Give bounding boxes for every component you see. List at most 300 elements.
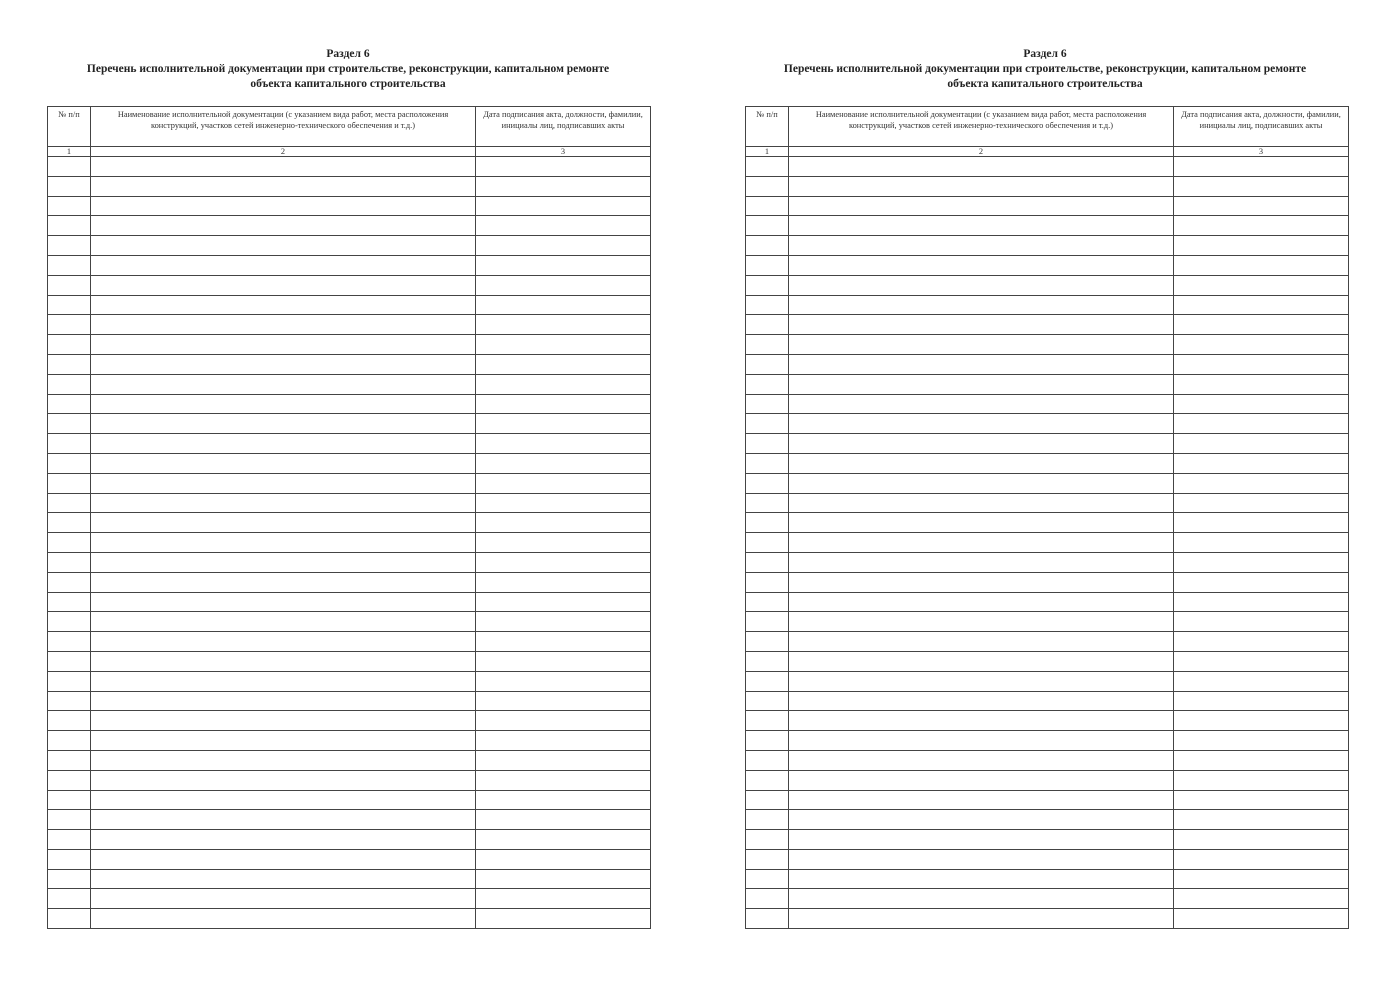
table-cell <box>789 612 1174 632</box>
table-body <box>746 157 1349 929</box>
table-cell <box>476 691 651 711</box>
table-cell <box>789 533 1174 553</box>
table-cell <box>1174 315 1349 335</box>
table-cell <box>91 572 476 592</box>
table-cell <box>48 592 91 612</box>
table-cell <box>476 830 651 850</box>
table-row <box>48 493 651 513</box>
table-cell <box>91 869 476 889</box>
table-row <box>48 810 651 830</box>
table-cell <box>91 394 476 414</box>
heading-line-1: Перечень исполнительной документации при строительстве, реконструкции, капитальном ремонте <box>86 63 610 75</box>
table-cell <box>91 711 476 731</box>
table-row <box>48 453 651 473</box>
table-row <box>746 493 1349 513</box>
section-title: Раздел 6 <box>326 48 370 60</box>
table-row <box>48 711 651 731</box>
table-cell <box>789 493 1174 513</box>
column-number: 1 <box>48 147 91 157</box>
table-cell <box>476 592 651 612</box>
table-cell <box>476 414 651 434</box>
table-cell <box>1174 830 1349 850</box>
column-header-signature-date: Дата подписания акта, должности, фамилии, инициалы лиц, подписавших акты <box>476 107 651 147</box>
table-cell <box>91 493 476 513</box>
column-header-document-name: Наименование исполнительной документации (с указанием вида работ, места расположения конструкций, участков сетей инженерно-технического обеспечения и т.д.) <box>91 107 476 147</box>
table-cell <box>91 849 476 869</box>
table-row <box>48 889 651 909</box>
heading-line-2: объекта капитального строительства <box>947 78 1143 90</box>
table-cell <box>746 711 789 731</box>
table-row <box>746 750 1349 770</box>
table-cell <box>746 731 789 751</box>
table-row <box>746 790 1349 810</box>
column-header-signature-date: Дата подписания акта, должности, фамилии, инициалы лиц, подписавших акты <box>1174 107 1349 147</box>
table-cell <box>746 196 789 216</box>
table-row <box>746 275 1349 295</box>
table-cell <box>746 354 789 374</box>
table-cell <box>91 612 476 632</box>
table-cell <box>91 889 476 909</box>
table-cell <box>789 176 1174 196</box>
table-cell <box>789 691 1174 711</box>
table-cell <box>746 691 789 711</box>
table-row <box>746 216 1349 236</box>
table-row <box>48 572 651 592</box>
table-cell <box>1174 533 1349 553</box>
table-cell <box>1174 731 1349 751</box>
table-cell <box>1174 513 1349 533</box>
table-row <box>48 909 651 929</box>
table-body <box>48 157 651 929</box>
table-cell <box>48 473 91 493</box>
table-row <box>746 770 1349 790</box>
table-row <box>746 632 1349 652</box>
table-cell <box>91 651 476 671</box>
table-cell <box>789 414 1174 434</box>
table-cell <box>746 216 789 236</box>
table-cell <box>789 790 1174 810</box>
right-page <box>700 0 1400 991</box>
table-cell <box>789 671 1174 691</box>
table-row <box>746 354 1349 374</box>
table-cell <box>91 770 476 790</box>
table-cell <box>789 869 1174 889</box>
table-cell <box>476 612 651 632</box>
table-cell <box>746 473 789 493</box>
table-cell <box>91 473 476 493</box>
table-cell <box>789 750 1174 770</box>
table-cell <box>746 453 789 473</box>
table-cell <box>48 572 91 592</box>
table-cell <box>476 176 651 196</box>
table-cell <box>476 651 651 671</box>
table-row <box>746 671 1349 691</box>
table-cell <box>1174 552 1349 572</box>
table-cell <box>789 216 1174 236</box>
table-cell <box>48 216 91 236</box>
table-cell <box>1174 295 1349 315</box>
table-cell <box>789 632 1174 652</box>
table-cell <box>48 315 91 335</box>
table-cell <box>48 453 91 473</box>
table-cell <box>1174 335 1349 355</box>
column-number: 3 <box>476 147 651 157</box>
table-cell <box>48 335 91 355</box>
table-cell <box>746 157 789 177</box>
table-cell <box>746 830 789 850</box>
table-cell <box>48 354 91 374</box>
table-cell <box>48 770 91 790</box>
table-cell <box>746 295 789 315</box>
table-cell <box>48 750 91 770</box>
table-cell <box>789 354 1174 374</box>
column-header-document-name: Наименование исполнительной документации (с указанием вида работ, места расположения конструкций, участков сетей инженерно-технического обеспечения и т.д.) <box>789 107 1174 147</box>
table-cell <box>48 632 91 652</box>
header-row <box>48 107 651 147</box>
column-number-row <box>746 147 1349 157</box>
table-cell <box>476 216 651 236</box>
table-row <box>48 414 651 434</box>
table-cell <box>1174 651 1349 671</box>
table-cell <box>476 493 651 513</box>
table-row <box>746 533 1349 553</box>
table-cell <box>91 671 476 691</box>
table-cell <box>746 335 789 355</box>
table-cell <box>1174 473 1349 493</box>
table-cell <box>1174 176 1349 196</box>
table-cell <box>1174 750 1349 770</box>
table-cell <box>476 731 651 751</box>
table-row <box>48 157 651 177</box>
table-row <box>746 394 1349 414</box>
table-cell <box>91 315 476 335</box>
table-cell <box>789 196 1174 216</box>
table-cell <box>789 651 1174 671</box>
table-cell <box>746 889 789 909</box>
table-cell <box>476 770 651 790</box>
table-cell <box>48 533 91 553</box>
table-row <box>48 513 651 533</box>
table-row <box>48 394 651 414</box>
table-cell <box>91 196 476 216</box>
table-cell <box>789 731 1174 751</box>
table-cell <box>91 255 476 275</box>
column-number: 2 <box>789 147 1174 157</box>
table-cell <box>91 236 476 256</box>
table-row <box>746 889 1349 909</box>
table-cell <box>48 612 91 632</box>
table-cell <box>1174 236 1349 256</box>
table-cell <box>746 869 789 889</box>
table-cell <box>789 849 1174 869</box>
table-cell <box>789 592 1174 612</box>
table-row <box>746 176 1349 196</box>
table-cell <box>91 354 476 374</box>
table-cell <box>91 750 476 770</box>
table-cell <box>789 275 1174 295</box>
table-row <box>746 196 1349 216</box>
table-cell <box>476 335 651 355</box>
table-cell <box>48 671 91 691</box>
table-cell <box>48 493 91 513</box>
table-cell <box>1174 711 1349 731</box>
table-cell <box>48 889 91 909</box>
table-cell <box>476 157 651 177</box>
table-cell <box>1174 790 1349 810</box>
table-cell <box>746 374 789 394</box>
table-cell <box>91 176 476 196</box>
table-cell <box>476 533 651 553</box>
table-cell <box>91 552 476 572</box>
table-cell <box>1174 157 1349 177</box>
table-cell <box>1174 394 1349 414</box>
table-cell <box>1174 592 1349 612</box>
table-cell <box>789 711 1174 731</box>
section-title: Раздел 6 <box>1023 48 1067 60</box>
table-cell <box>746 909 789 929</box>
table-row <box>746 711 1349 731</box>
table-cell <box>91 533 476 553</box>
table-cell <box>746 671 789 691</box>
table-cell <box>91 434 476 454</box>
documentation-table <box>745 106 1349 929</box>
table-cell <box>746 434 789 454</box>
table-cell <box>1174 770 1349 790</box>
table-row <box>48 790 651 810</box>
table-cell <box>1174 810 1349 830</box>
table-row <box>48 869 651 889</box>
table-cell <box>476 750 651 770</box>
table-cell <box>476 394 651 414</box>
table-row <box>746 434 1349 454</box>
table-cell <box>789 394 1174 414</box>
table-cell <box>476 810 651 830</box>
table-cell <box>91 374 476 394</box>
table-cell <box>1174 374 1349 394</box>
table-row <box>48 691 651 711</box>
table-cell <box>746 513 789 533</box>
table-cell <box>48 552 91 572</box>
table-row <box>746 909 1349 929</box>
table-cell <box>48 790 91 810</box>
table-row <box>746 157 1349 177</box>
table-row <box>746 335 1349 355</box>
column-number: 3 <box>1174 147 1349 157</box>
table-cell <box>476 849 651 869</box>
table-row <box>48 632 651 652</box>
table-cell <box>789 770 1174 790</box>
table-row <box>746 810 1349 830</box>
table-cell <box>789 830 1174 850</box>
table-row <box>48 592 651 612</box>
table-cell <box>48 869 91 889</box>
table-cell <box>91 216 476 236</box>
table-cell <box>91 810 476 830</box>
table-cell <box>746 176 789 196</box>
table-cell <box>48 810 91 830</box>
table-row <box>48 176 651 196</box>
table-cell <box>48 295 91 315</box>
table-cell <box>91 592 476 612</box>
table-row <box>48 533 651 553</box>
table-cell <box>1174 632 1349 652</box>
table-cell <box>48 414 91 434</box>
table-cell <box>746 770 789 790</box>
table-cell <box>48 711 91 731</box>
table-cell <box>91 830 476 850</box>
table-cell <box>789 473 1174 493</box>
table-cell <box>91 909 476 929</box>
table-cell <box>789 513 1174 533</box>
table-cell <box>91 414 476 434</box>
table-row <box>48 552 651 572</box>
table-row <box>48 216 651 236</box>
table-cell <box>746 849 789 869</box>
table-cell <box>476 869 651 889</box>
table-cell <box>476 374 651 394</box>
section-heading <box>48 47 648 92</box>
table-cell <box>746 236 789 256</box>
table-row <box>746 295 1349 315</box>
table-cell <box>746 394 789 414</box>
table-cell <box>1174 909 1349 929</box>
table-row <box>746 374 1349 394</box>
heading-line-1: Перечень исполнительной документации при строительстве, реконструкции, капитальном ремонте <box>783 63 1307 75</box>
table-cell <box>91 275 476 295</box>
table-cell <box>746 612 789 632</box>
table-cell <box>1174 414 1349 434</box>
table-cell <box>91 691 476 711</box>
table-cell <box>746 275 789 295</box>
table-cell <box>1174 255 1349 275</box>
table-cell <box>789 572 1174 592</box>
section-heading <box>745 47 1345 92</box>
table-cell <box>48 176 91 196</box>
column-header-number: № п/п <box>48 107 91 147</box>
table-cell <box>48 236 91 256</box>
table-cell <box>476 632 651 652</box>
table-cell <box>746 533 789 553</box>
table-cell <box>746 552 789 572</box>
table-cell <box>1174 434 1349 454</box>
table-cell <box>746 592 789 612</box>
table-cell <box>48 691 91 711</box>
table-row <box>746 453 1349 473</box>
column-number: 2 <box>91 147 476 157</box>
table-cell <box>91 731 476 751</box>
table-cell <box>789 315 1174 335</box>
table-row <box>746 255 1349 275</box>
table-row <box>746 849 1349 869</box>
table-cell <box>789 255 1174 275</box>
table-cell <box>746 651 789 671</box>
table-cell <box>746 315 789 335</box>
column-number: 1 <box>746 147 789 157</box>
table-row <box>48 849 651 869</box>
table-cell <box>1174 671 1349 691</box>
table-cell <box>1174 612 1349 632</box>
table-cell <box>789 810 1174 830</box>
table-cell <box>789 374 1174 394</box>
table-cell <box>48 830 91 850</box>
table-row <box>48 612 651 632</box>
table-cell <box>91 157 476 177</box>
table-row <box>746 572 1349 592</box>
table-cell <box>789 909 1174 929</box>
table-row <box>746 552 1349 572</box>
table-cell <box>746 632 789 652</box>
table-cell <box>746 790 789 810</box>
table-cell <box>48 909 91 929</box>
table-row <box>48 196 651 216</box>
table-cell <box>1174 196 1349 216</box>
table-row <box>746 473 1349 493</box>
table-cell <box>48 394 91 414</box>
table-row <box>48 473 651 493</box>
table-row <box>48 295 651 315</box>
table-cell <box>476 434 651 454</box>
table-cell <box>476 671 651 691</box>
table-row <box>746 691 1349 711</box>
header-row <box>746 107 1349 147</box>
table-row <box>48 275 651 295</box>
table-row <box>746 414 1349 434</box>
table-cell <box>746 572 789 592</box>
table-row <box>48 671 651 691</box>
table-row <box>746 592 1349 612</box>
table-cell <box>1174 889 1349 909</box>
table-cell <box>746 750 789 770</box>
table-cell <box>91 453 476 473</box>
heading-line-2: объекта капитального строительства <box>250 78 446 90</box>
table-cell <box>476 453 651 473</box>
table-cell <box>476 255 651 275</box>
table-cell <box>789 889 1174 909</box>
column-header-number: № п/п <box>746 107 789 147</box>
table-cell <box>789 453 1174 473</box>
table-cell <box>789 335 1174 355</box>
table-row <box>746 830 1349 850</box>
table-cell <box>48 255 91 275</box>
table-cell <box>91 513 476 533</box>
table-cell <box>476 889 651 909</box>
table-cell <box>476 572 651 592</box>
table-row <box>48 651 651 671</box>
table-cell <box>48 374 91 394</box>
table-row <box>746 612 1349 632</box>
table-row <box>48 354 651 374</box>
table-cell <box>746 810 789 830</box>
table-cell <box>48 651 91 671</box>
table-cell <box>1174 572 1349 592</box>
table-row <box>746 731 1349 751</box>
table-cell <box>48 275 91 295</box>
table-cell <box>48 849 91 869</box>
table-row <box>746 869 1349 889</box>
table-cell <box>476 275 651 295</box>
table-cell <box>476 354 651 374</box>
table-cell <box>476 552 651 572</box>
table-cell <box>91 335 476 355</box>
table-cell <box>91 295 476 315</box>
table-cell <box>789 236 1174 256</box>
table-row <box>48 315 651 335</box>
table-row <box>48 750 651 770</box>
column-number-row <box>48 147 651 157</box>
table-cell <box>476 790 651 810</box>
table-row <box>48 731 651 751</box>
table-cell <box>476 711 651 731</box>
